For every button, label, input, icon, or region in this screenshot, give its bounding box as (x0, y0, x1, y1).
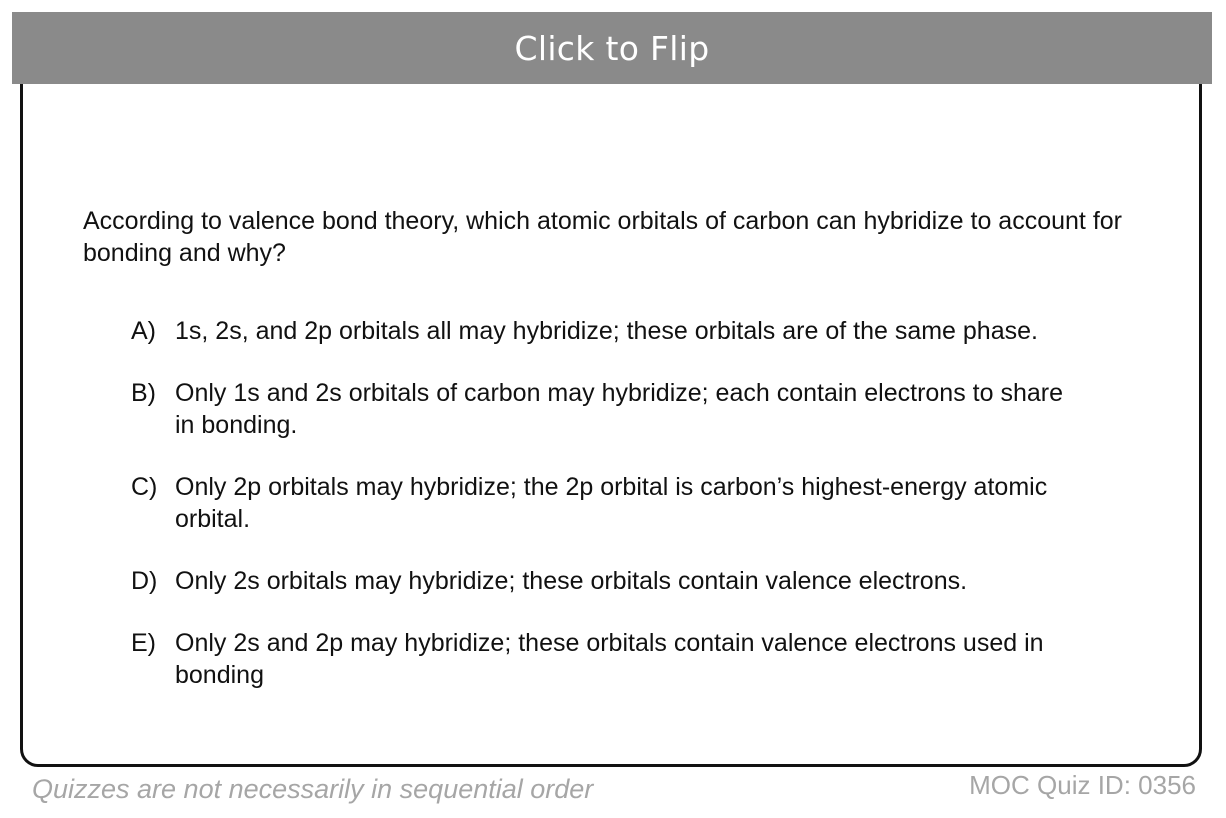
click-to-flip-button[interactable] (12, 12, 1212, 84)
option-letter: A) (131, 317, 156, 345)
answer-options (83, 315, 1163, 691)
option-text: 1s, 2s, and 2p orbitals all may hybridize; these orbitals are of the same phase. (175, 317, 1038, 345)
answer-option-b (131, 377, 1071, 441)
quiz-id: MOC Quiz ID: 0356 (969, 770, 1196, 800)
answer-option-a (131, 315, 1071, 347)
answer-option-c (131, 471, 1071, 535)
footer-note: Quizzes are not necessarily in sequential order (32, 774, 594, 804)
question-text: According to valence bond theory, which atomic orbitals of carbon can hybridize to account for bonding and why? (83, 207, 1122, 267)
option-letter: B) (131, 379, 156, 407)
option-letter: E) (131, 629, 156, 657)
option-text: Only 2s and 2p may hybridize; these orbitals contain valence electrons used in bonding (175, 629, 1044, 689)
answer-option-e (131, 627, 1071, 691)
click-to-flip-label: Click to Flip (514, 28, 710, 68)
answer-option-d (131, 565, 1071, 597)
option-text: Only 2s orbitals may hybridize; these orbitals contain valence electrons. (175, 567, 968, 595)
flashcard-content (83, 205, 1163, 721)
option-text: Only 1s and 2s orbitals of carbon may hybridize; each contain electrons to share in bonding. (175, 379, 1063, 439)
option-letter: D) (131, 567, 158, 595)
option-letter: C) (131, 473, 158, 501)
option-text: Only 2p orbitals may hybridize; the 2p orbital is carbon’s highest-energy atomic orbital. (175, 473, 1048, 533)
